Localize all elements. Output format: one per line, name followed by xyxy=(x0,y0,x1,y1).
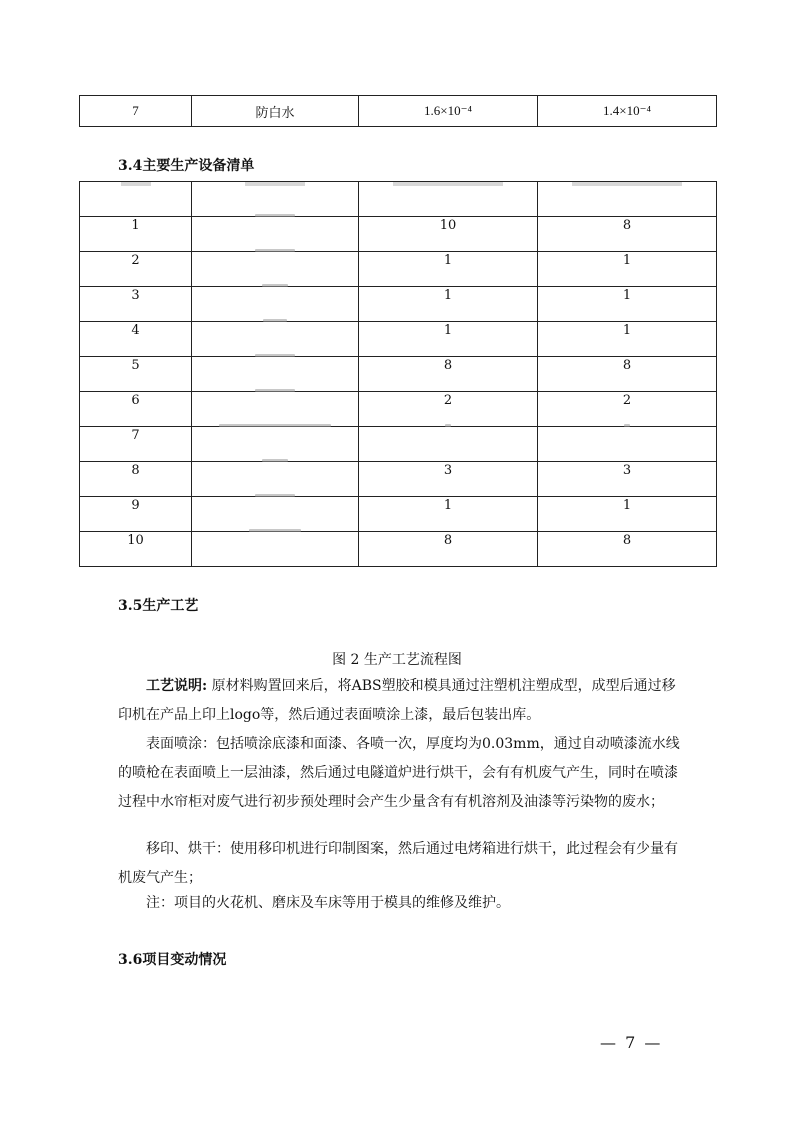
figure-caption: 图 2 生产工艺流程图 xyxy=(332,652,462,668)
design-qty-cell xyxy=(359,427,538,462)
actual-qty-cell: 1 xyxy=(538,497,717,532)
header-cell xyxy=(192,182,359,217)
design-qty-cell: 8 xyxy=(359,357,538,392)
design-qty-cell: 3 xyxy=(359,462,538,497)
table-row xyxy=(80,392,717,427)
seq-cell: 6 xyxy=(80,392,192,427)
table-row xyxy=(80,217,717,252)
process-description xyxy=(118,672,680,730)
table-row xyxy=(80,96,717,127)
actual-qty-cell: 8 xyxy=(538,532,717,567)
table-cell: 1.6×10⁻⁴ xyxy=(359,96,538,127)
design-qty-cell: 1 xyxy=(359,322,538,357)
process-label: 工艺说明: xyxy=(146,678,208,694)
device-name-cell xyxy=(192,532,359,567)
seq-cell: 10 xyxy=(80,532,192,567)
table-cell: 1.4×10⁻⁴ xyxy=(538,96,717,127)
seq-cell: 8 xyxy=(80,462,192,497)
section-heading-3-4: 3.4主要生产设备清单 xyxy=(118,158,255,174)
table-row xyxy=(80,497,717,532)
actual-qty-cell: 2 xyxy=(538,392,717,427)
section-heading-3-6: 3.6项目变动情况 xyxy=(118,952,227,968)
seq-cell: 7 xyxy=(80,427,192,462)
design-qty-cell: 1 xyxy=(359,497,538,532)
seq-cell: 4 xyxy=(80,322,192,357)
seq-cell: 1 xyxy=(80,217,192,252)
device-name-cell xyxy=(192,497,359,532)
device-name-cell xyxy=(192,287,359,322)
spray-paragraph: 表面喷涂：包括喷涂底漆和面漆、各喷一次，厚度均为0.03mm，通过自动喷漆流水线的喷枪在表面喷上一层油漆，然后通过电隧道炉进行烘干，会有有机废气产生，同时在喷漆过程中水帘柜对废气进行初步预处理时会产生少量含有有机溶剂及油漆等污染物的废水； xyxy=(118,736,680,810)
device-name-cell xyxy=(192,462,359,497)
header-cell xyxy=(80,182,192,217)
design-qty-cell: 8 xyxy=(359,532,538,567)
table-row xyxy=(80,427,717,462)
header-cell xyxy=(359,182,538,217)
table-row xyxy=(80,252,717,287)
actual-qty-cell: 1 xyxy=(538,322,717,357)
section-heading-3-5: 3.5生产工艺 xyxy=(118,598,199,614)
device-name-cell xyxy=(192,322,359,357)
pollutant-table xyxy=(79,95,717,127)
device-name-cell xyxy=(192,357,359,392)
design-qty-cell: 1 xyxy=(359,287,538,322)
note-paragraph: 注：项目的火花机、磨床及车床等用于模具的维修及维护。 xyxy=(146,895,510,911)
seq-cell: 3 xyxy=(80,287,192,322)
design-qty-cell: 10 xyxy=(359,217,538,252)
table-cell: 防白水 xyxy=(192,96,359,127)
pad-print-paragraph: 移印、烘干：使用移印机进行印制图案，然后通过电烤箱进行烘干，此过程会有少量有机废气产生； xyxy=(118,841,678,886)
header-cell xyxy=(538,182,717,217)
page-number: — 7 — xyxy=(600,1033,663,1052)
actual-qty-cell: 8 xyxy=(538,217,717,252)
table-row xyxy=(80,532,717,567)
table-row xyxy=(80,322,717,357)
table-row xyxy=(80,462,717,497)
device-name-cell xyxy=(192,392,359,427)
actual-qty-cell xyxy=(538,427,717,462)
table-row xyxy=(80,357,717,392)
table-cell: 7 xyxy=(80,96,192,127)
device-name-cell xyxy=(192,252,359,287)
seq-cell: 2 xyxy=(80,252,192,287)
actual-qty-cell: 3 xyxy=(538,462,717,497)
process-text: 原材料购置回来后，将ABS塑胶和模具通过注塑机注塑成型，成型后通过移印机在产品上印上logo等，然后通过表面喷涂上漆，最后包装出库。 xyxy=(118,678,676,723)
design-qty-cell: 2 xyxy=(359,392,538,427)
device-name-cell xyxy=(192,427,359,462)
actual-qty-cell: 1 xyxy=(538,287,717,322)
device-name-cell xyxy=(192,217,359,252)
actual-qty-cell: 8 xyxy=(538,357,717,392)
seq-cell: 9 xyxy=(80,497,192,532)
table-row xyxy=(80,287,717,322)
actual-qty-cell: 1 xyxy=(538,252,717,287)
seq-cell: 5 xyxy=(80,357,192,392)
equipment-table xyxy=(79,181,717,567)
design-qty-cell: 1 xyxy=(359,252,538,287)
table-header-row xyxy=(80,182,717,217)
